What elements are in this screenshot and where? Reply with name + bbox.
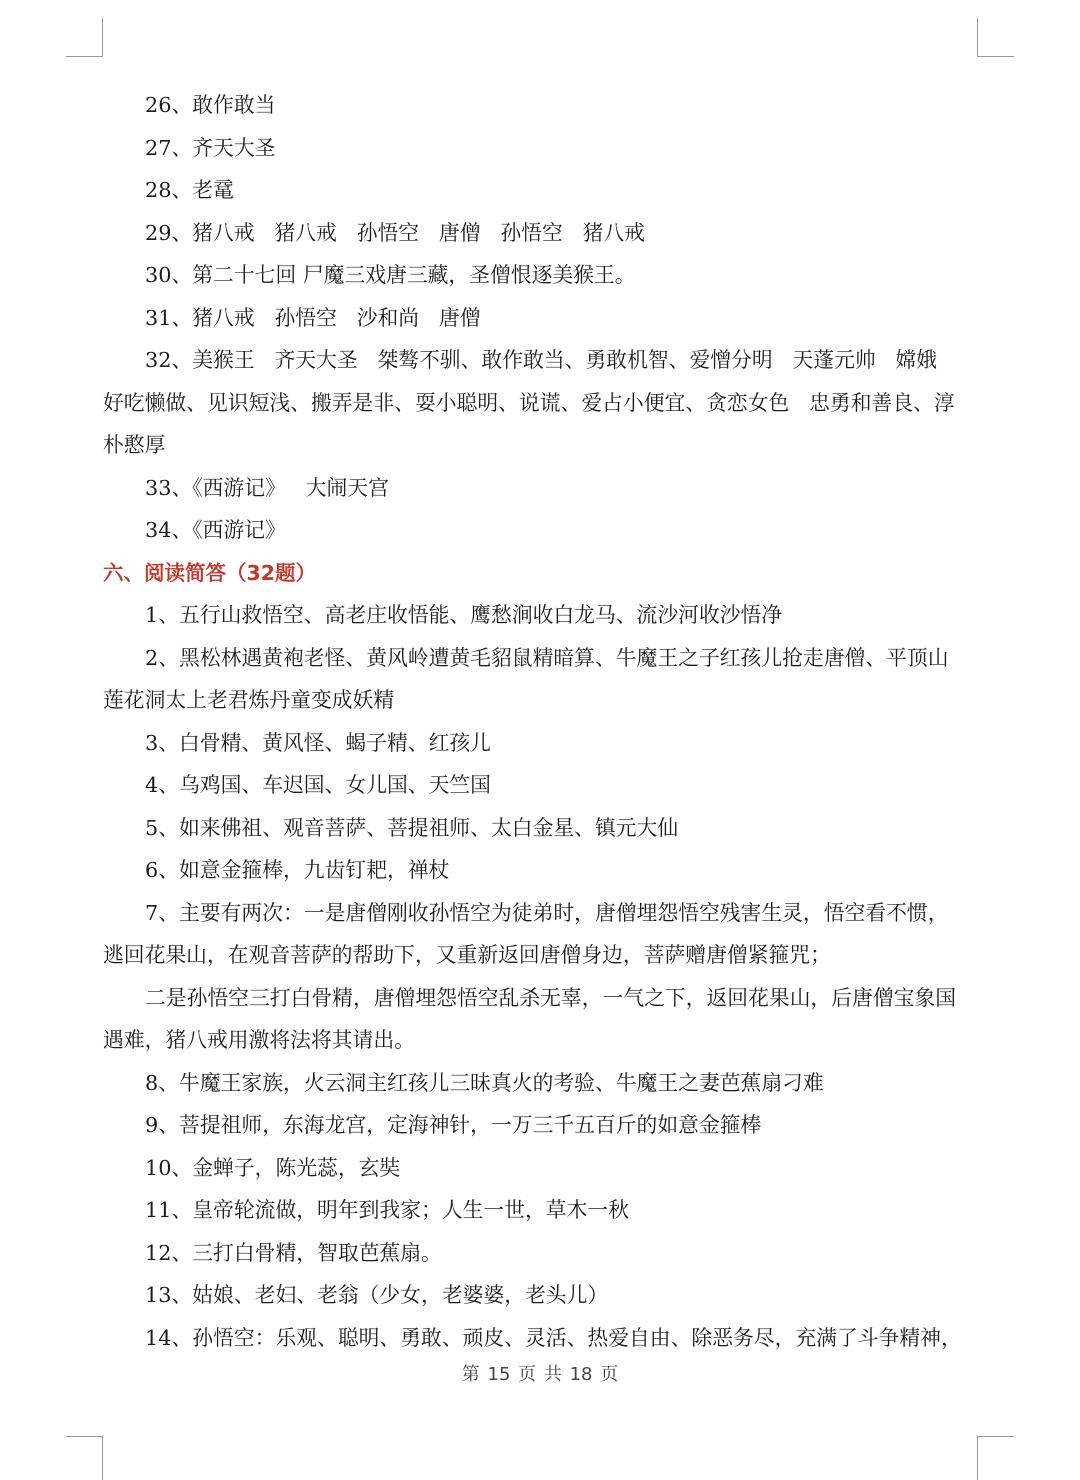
- text-line: 14、孙悟空：乐观、聪明、勇敢、顽皮、灵活、热爱自由、除恶务尽，充满了斗争精神，: [145, 1325, 962, 1350]
- text-line: 31、猪八戒 孙悟空 沙和尚 唐僧: [145, 305, 481, 330]
- text-line: 好吃懒做、见识短浅、搬弄是非、耍小聪明、说谎、爱占小便宜、贪恋女色 忠勇和善良、淳: [103, 390, 955, 415]
- crop-mark-top-right: [977, 18, 1014, 57]
- text-line: 33、《西游记》 大闹天宫: [145, 475, 389, 500]
- text-line: 7、主要有两次：一是唐僧刚收孙悟空为徒弟时，唐僧埋怨悟空残害生灵，悟空看不惯，: [145, 900, 949, 925]
- page-footer: 第 15 页 共 18 页: [461, 1364, 619, 1385]
- text-line: 1、五行山救悟空、高老庄收悟能、鹰愁涧收白龙马、流沙河收沙悟净: [145, 603, 783, 627]
- text-line: 11、皇帝轮流做，明年到我家；人生一世，草木一秋: [145, 1198, 629, 1222]
- text-line: 8、牛魔王家族，火云洞主红孩儿三昧真火的考验、牛魔王之妻芭蕉扇刁难: [145, 1070, 824, 1095]
- text-line: 2、黑松林遇黄袍老怪、黄风岭遭黄毛貂鼠精暗算、牛魔王之子红孩儿抢走唐僧、平顶山: [145, 645, 949, 670]
- section-heading: 六、阅读简答（32题）: [103, 560, 317, 585]
- text-line: 28、老鼋: [145, 178, 234, 202]
- text-line: 二是孙悟空三打白骨精，唐僧埋怨悟空乱杀无辜，一气之下，返回花果山，后唐僧宝象国: [145, 985, 957, 1010]
- text-line: 12、三打白骨精，智取芭蕉扇。: [145, 1240, 442, 1265]
- text-line: 34、《西游记》: [145, 518, 286, 542]
- text-line: 莲花洞太上老君炼丹童变成妖精: [103, 688, 395, 712]
- text-line: 朴憨厚: [103, 433, 166, 457]
- text-line: 26、敢作敢当: [145, 93, 276, 117]
- crop-mark-bottom-right: [977, 1436, 1014, 1480]
- text-line: 4、乌鸡国、车迟国、女儿国、天竺国: [145, 773, 491, 797]
- text-line: 5、如来佛祖、观音菩萨、菩提祖师、太白金星、镇元大仙: [145, 815, 679, 840]
- text-line: 6、如意金箍棒，九齿钉耙，禅杖: [145, 858, 450, 882]
- text-line: 3、白骨精、黄风怪、蝎子精、红孩儿: [145, 730, 491, 755]
- text-line: 29、猪八戒 猪八戒 孙悟空 唐僧 孙悟空 猪八戒: [145, 220, 645, 245]
- text-line: 30、第二十七回 尸魔三戏唐三藏，圣僧恨逐美猴王。: [145, 263, 636, 287]
- crop-mark-bottom-left: [66, 1436, 103, 1480]
- text-line: 逃回花果山，在观音菩萨的帮助下，又重新返回唐僧身边，菩萨赠唐僧紧箍咒；: [103, 943, 831, 967]
- text-line: 遇难，猪八戒用激将法将其请出。: [103, 1028, 415, 1052]
- crop-mark-top-left: [66, 18, 103, 57]
- text-line: 13、姑娘、老妇、老翁（少女，老婆婆，老头儿）: [145, 1283, 609, 1307]
- text-line: 10、金蝉子，陈光蕊，玄奘: [145, 1155, 401, 1180]
- text-line: 32、美猴王 齐天大圣 桀骜不驯、敢作敢当、勇敢机智、爱憎分明 天蓬元帅 嫦娥: [145, 348, 938, 372]
- document-body: [103, 84, 981, 1359]
- text-line: 27、齐天大圣: [145, 135, 276, 160]
- text-line: 9、菩提祖师，东海龙宫，定海神针，一万三千五百斤的如意金箍棒: [145, 1113, 762, 1137]
